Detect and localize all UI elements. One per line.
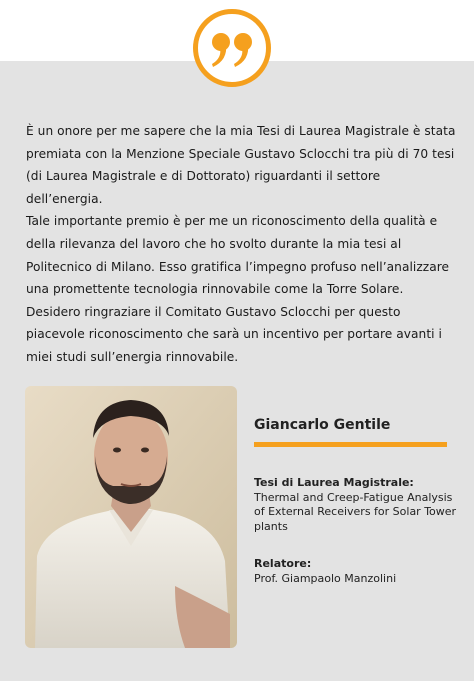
testimonial-text [26, 120, 456, 369]
portrait-photo [25, 386, 237, 648]
paragraph-2: Tale importante premio è per me un riconoscimento della qualità e della rilevanza del lavoro che ho svolto durante la mia tesi al Politecnico di Milano. Esso gratifica l’impegno profuso nell’analizzare una promettente tecnologia rinnovabile come la Torre Solare. [26, 214, 450, 297]
quote-icon [198, 14, 266, 82]
name-underline [254, 442, 447, 447]
advisor-label: Relatore: [254, 557, 312, 570]
person-name: Giancarlo Gentile [254, 417, 391, 433]
thesis-info [254, 476, 464, 534]
thesis-label: Tesi di Laurea Magistrale: [254, 476, 414, 489]
advisor-name: Prof. Giampaolo Manzolini [254, 571, 397, 585]
quote-badge [193, 9, 271, 87]
paragraph-3: Desidero ringraziare il Comitato Gustavo Sclocchi per questo piacevole riconoscimento che sarà un incentivo per portare avanti i miei studi sull’energia rinnovabile. [26, 304, 442, 364]
paragraph-1: È un onore per me sapere che la mia Tesi di Laurea Magistrale è stata premiata con la Menzione Speciale Gustavo Sclocchi tra più di 70 tesi (di Laurea Magistrale e di Dottorato) riguardanti il settore dell’energia. [26, 124, 456, 206]
thesis-title: Thermal and Creep-Fatigue Analysis of External Receivers for Solar Tower plants [254, 490, 457, 533]
advisor-info [254, 557, 464, 586]
